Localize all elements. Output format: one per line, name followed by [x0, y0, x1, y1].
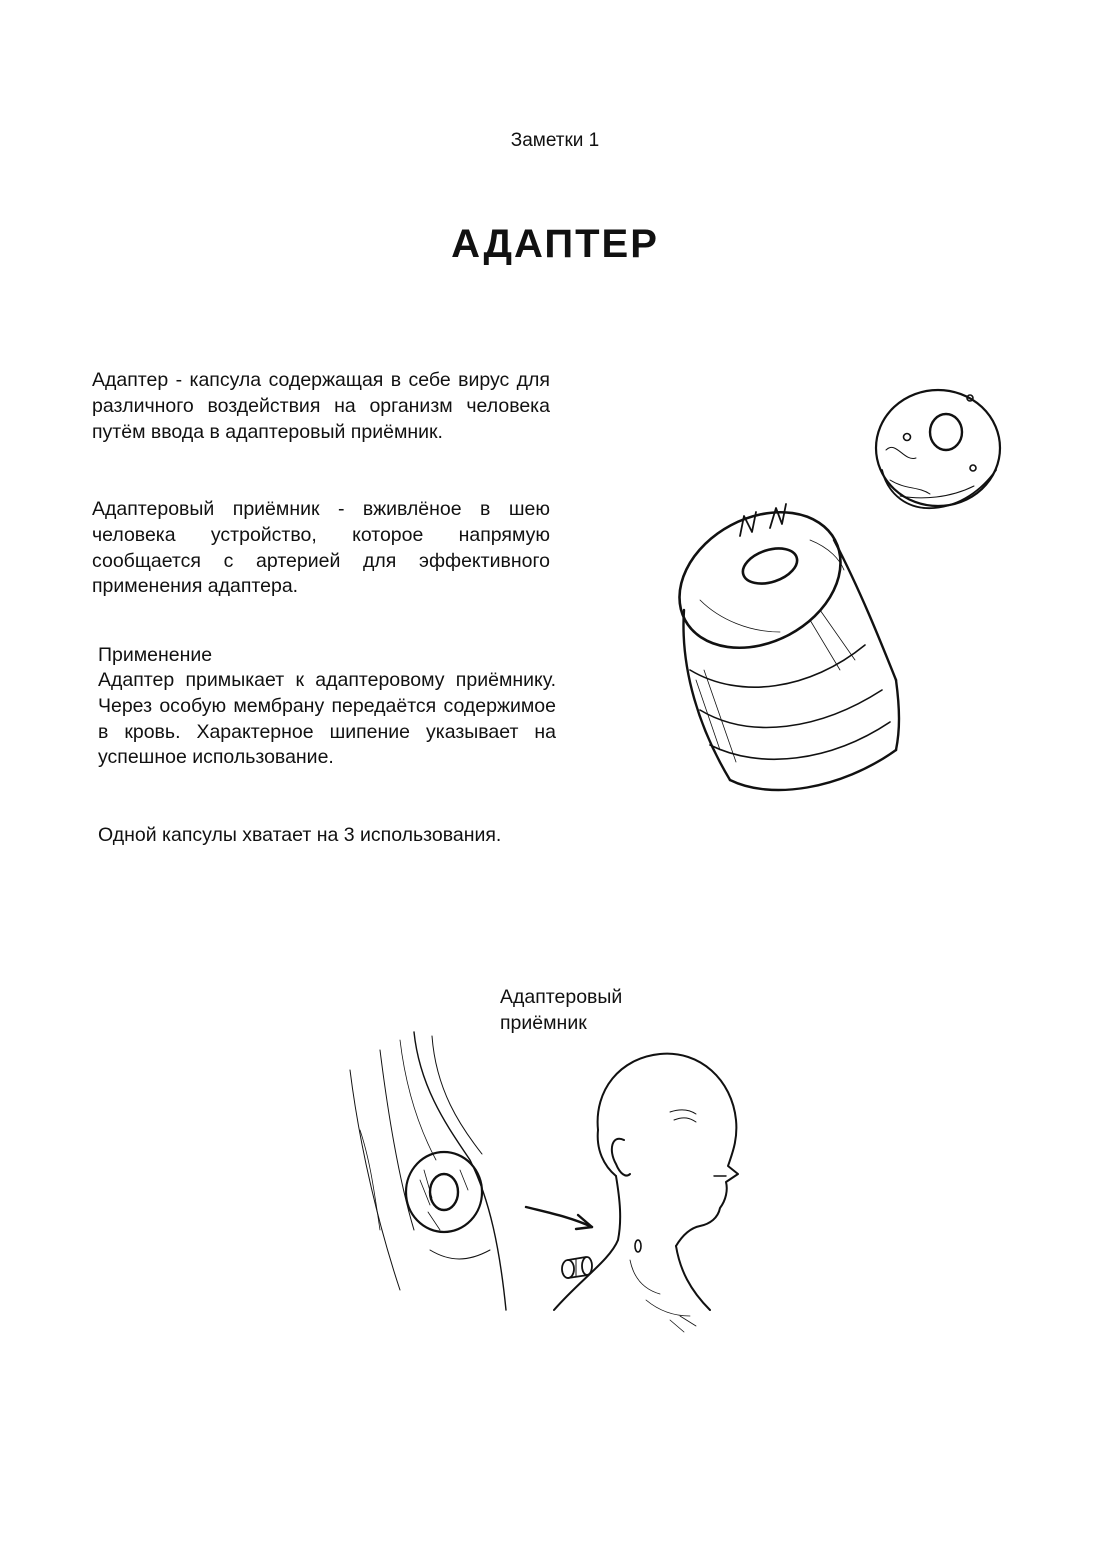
- receiver-caption-line-2: приёмник: [500, 1011, 587, 1034]
- paragraph-adapter-definition: Адаптер - капсула содержащая в себе вирус для различного воздействия на организм человека путём ввода в адаптеровый приёмник.: [92, 369, 550, 443]
- head-neck-illustration: [550, 1050, 750, 1340]
- capsule-illustration: [660, 370, 1020, 810]
- receiver-caption: [500, 985, 660, 1037]
- receiver-closeup-illustration: [340, 1030, 520, 1310]
- page-header-note-label: Заметки 1: [510, 130, 600, 151]
- paragraph-receiver-definition: Адаптеровый приёмник - вживлёное в шею человека устройство, которое напрямую сообщается с артерией для эффективного применения адаптера.: [92, 498, 550, 598]
- receiver-caption-line-1: Адаптеровый: [500, 986, 623, 1008]
- paragraph-usage: Адаптер примыкает к адаптеровому приёмнику. Через особую мембрану передаётся содержимое в кровь. Характерное шипение указывает на успешное использование.: [98, 669, 556, 769]
- page-title: АДАПТЕР: [451, 222, 659, 266]
- paragraph-capsule-uses: Одной капсулы хватает на 3 использования.: [98, 824, 502, 846]
- capsule-lid-drawing: [876, 390, 1000, 508]
- usage-heading: Применение: [98, 644, 213, 666]
- capsule-body-drawing: [656, 485, 899, 790]
